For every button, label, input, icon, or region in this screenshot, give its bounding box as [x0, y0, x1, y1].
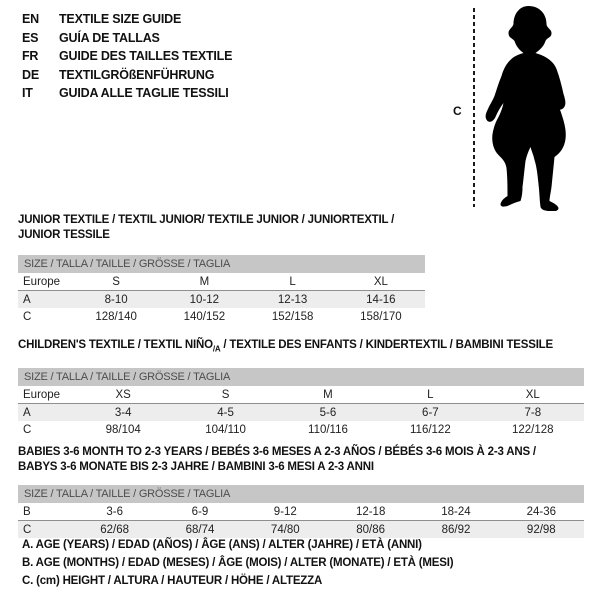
cell: 98/104	[105, 423, 141, 436]
table-row	[18, 404, 584, 422]
cell: 4-5	[217, 406, 234, 419]
cell: 110/116	[308, 423, 348, 436]
junior-size-table	[18, 213, 425, 325]
cell: M	[277, 386, 379, 404]
row-label: Europe	[18, 273, 72, 291]
table-row	[18, 308, 425, 325]
junior-table-grid	[18, 273, 425, 325]
lang-title: GUIDE DES TAILLES TEXTILE	[59, 49, 233, 64]
lang-title: GUÍA DE TALLAS	[59, 30, 160, 45]
table-row	[18, 291, 425, 309]
table-row	[18, 503, 584, 521]
cell: 74/80	[270, 523, 300, 536]
cell: 14-16	[366, 293, 396, 306]
lang-code: IT	[22, 86, 33, 101]
cell: 116/122	[410, 423, 451, 436]
size-header-bar: SIZE / TALLA / TAILLE / GRÖSSE / TAGLIA	[18, 368, 584, 386]
lang-row-de	[22, 66, 232, 85]
footnote-c: C. (cm) HEIGHT / ALTURA / HAUTEUR / HÖHE / ALTEZZA	[22, 575, 323, 587]
cell: 86/92	[441, 523, 471, 536]
cell: 62/68	[100, 523, 130, 536]
title-subscript: /A	[212, 344, 221, 354]
cell: 152/158	[271, 310, 314, 323]
footnote-a: A. AGE (YEARS) / EDAD (AÑOS) / ÂGE (ANS) / ALTER (JAHRE) / ETÀ (ANNI)	[22, 539, 422, 551]
table-row	[18, 273, 425, 291]
cell: 92/98	[526, 523, 556, 536]
babies-size-table	[18, 445, 584, 538]
cell: 7-8	[524, 406, 542, 419]
lang-row-it	[22, 84, 232, 103]
cell: 6-9	[157, 503, 242, 521]
cell: 5-6	[319, 406, 337, 419]
cell: 140/152	[183, 310, 226, 323]
babies-table-title-line2: BABYS 3-6 MONATE BIS 2-3 JAHRE / BAMBINI 3-6 MESI A 2-3 ANNI	[18, 461, 374, 474]
size-header-bar: SIZE / TALLA / TAILLE / GRÖSSE / TAGLIA	[18, 485, 584, 503]
lang-row-fr	[22, 47, 232, 66]
cell: XL	[482, 386, 584, 404]
table-row	[18, 421, 584, 438]
row-label: Europe	[18, 386, 72, 404]
row-label: C	[23, 523, 32, 536]
height-measure-dashed-line	[473, 8, 475, 207]
cell: L	[379, 386, 481, 404]
lang-code: ES	[22, 30, 39, 45]
row-label: C	[23, 423, 32, 436]
cell: 158/170	[360, 310, 402, 323]
cell: 12-13	[277, 293, 308, 306]
lang-code: DE	[22, 67, 39, 82]
cell: 80/86	[356, 523, 386, 536]
size-header-bar: SIZE / TALLA / TAILLE / GRÖSSE / TAGLIA	[18, 255, 425, 273]
row-label: A	[23, 406, 31, 419]
language-title-list	[22, 10, 232, 103]
cell: 12-18	[328, 503, 413, 521]
cell: 122/128	[511, 423, 554, 436]
lang-title: TEXTILGRÖßENFÜHRUNG	[59, 67, 215, 82]
babies-table-title-line1: BABIES 3-6 MONTH TO 2-3 YEARS / BEBÉS 3-6 MESES A 2-3 AÑOS / BÉBÉS 3-6 MOIS À 2-3 ANS /	[18, 446, 536, 459]
baby-silhouette-icon	[479, 4, 580, 211]
children-table-title	[18, 338, 584, 356]
size-tables-section	[18, 213, 584, 538]
cell: 6-7	[422, 406, 439, 419]
cell: 24-36	[499, 503, 584, 521]
lang-row-es	[22, 29, 232, 48]
cell: 10-12	[189, 293, 220, 306]
lang-title: TEXTILE SIZE GUIDE	[59, 12, 182, 26]
lang-code: FR	[22, 49, 39, 64]
cell: L	[249, 273, 337, 291]
cell: 8-10	[104, 293, 128, 306]
babies-table-grid	[18, 503, 584, 538]
junior-table-title: JUNIOR TEXTILE / TEXTIL JUNIOR/ TEXTILE JUNIOR / JUNIORTEXTIL / JUNIOR TESSILE	[18, 214, 395, 241]
cell: 9-12	[243, 503, 328, 521]
cell: 3-4	[114, 406, 132, 419]
lang-title: GUIDA ALLE TAGLIE TESSILI	[59, 86, 229, 101]
row-label: A	[23, 293, 31, 306]
lang-code: EN	[22, 12, 39, 26]
children-table-grid	[18, 386, 584, 438]
row-label: C	[23, 310, 32, 323]
children-size-table	[18, 338, 584, 438]
cell: S	[174, 386, 276, 404]
cell: 68/74	[185, 523, 215, 536]
cell: 128/140	[95, 310, 137, 323]
table-row	[18, 386, 584, 404]
footnote-b: B. AGE (MONTHS) / EDAD (MESES) / ÂGE (MOIS) / ALTER (MONATE) / ETÀ (MESI)	[22, 557, 454, 569]
cell: 18-24	[413, 503, 498, 521]
height-measure-label: C	[453, 104, 462, 118]
title-text: / TEXTILE DES ENFANTS / KINDERTEXTIL / BAMBINI TESSILE	[220, 339, 553, 351]
cell: S	[72, 273, 160, 291]
cell: XL	[337, 273, 425, 291]
cell: M	[160, 273, 248, 291]
cell: XS	[72, 386, 174, 404]
lang-row-en	[22, 10, 232, 29]
cell: 104/110	[205, 423, 246, 436]
row-label: B	[18, 503, 72, 521]
cell: 3-6	[72, 503, 157, 521]
title-text: CHILDREN'S TEXTILE / TEXTIL NIÑO	[18, 339, 213, 351]
legend-footnotes	[22, 536, 453, 590]
